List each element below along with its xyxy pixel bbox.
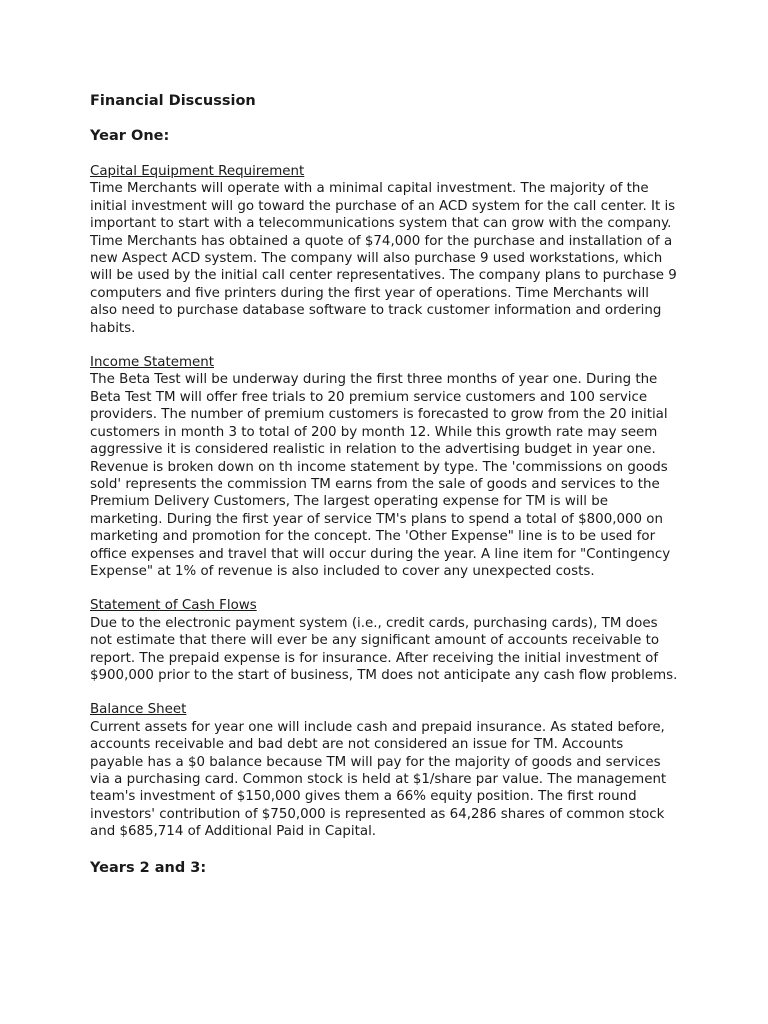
section-income-statement bbox=[90, 354, 680, 580]
section-heading: Balance Sheet bbox=[90, 702, 187, 718]
section-balance-sheet bbox=[90, 701, 680, 840]
section-heading: Statement of Cash Flows bbox=[90, 598, 257, 614]
section-body: Time Merchants will operate with a minimal capital investment. The majority of the initial investment will go toward the purchase of an ACD system for the call center. It is important to start with a telecommunications system that can grow with the company. Time Merchants has obtained a quote of $74,000 for the purchase and installation of a new Aspect ACD system. The company will also purchase 9 used workstations, which will be used by the initial call center representatives. The company plans to purchase 9 computers and five printers during the first year of operations. Time Merchants will also need to purchase database software to track customer information and ordering habits. bbox=[90, 181, 677, 336]
section-body: Due to the electronic payment system (i.e., credit cards, purchasing cards), TM does not estimate that there will ever be any significant amount of accounts receivable to report. The prepaid expense is for insurance. After receiving the initial investment of $900,000 prior to the start of business, TM does not anticipate any cash flow problems. bbox=[90, 615, 678, 683]
section-capital-equipment bbox=[90, 163, 680, 337]
section-cash-flows bbox=[90, 597, 680, 684]
section-body: The Beta Test will be underway during the first three months of year one. During the Beta Test TM will offer free trials to 20 premium service customers and 100 service providers. The number of premium customers is forecasted to grow from the 20 initial customers in month 3 to total of 200 by month 12. While this growth rate may seem aggressive it is considered realistic in relation to the advertising budget in year one. Revenue is broken down on th income statement by type. The 'commissions on goods sold' represents the commission TM earns from the sale of goods and services to the Premium Delivery Customers, The largest operating expense for TM is will be marketing. During the first year of service TM's plans to spend a total of $800,000 on marketing and promotion for the concept. The 'Other Expense" line is to be used for office expenses and travel that will occur during the year. A line item for "Contingency Expense" at 1% of revenue is also included to cover any unexpected costs. bbox=[90, 372, 671, 579]
section-heading: Capital Equipment Requirement bbox=[90, 164, 305, 179]
document-title: Financial Discussion bbox=[90, 93, 256, 109]
years-2-3-heading: Years 2 and 3: bbox=[90, 859, 207, 876]
year-one-heading: Year One: bbox=[90, 128, 170, 144]
section-heading: Income Statement bbox=[90, 355, 214, 371]
section-body: Current assets for year one will include cash and prepaid insurance. As stated before, accounts receivable and bad debt are not considered an issue for TM. Accounts payable has a $0 balance because TM will pay for the majority of goods and services via a purchasing card. Common stock is held at $1/share par value. The management team's investment of $150,000 gives them a 66% equity position. The first round investors' contribution of $750,000 is represented as 64,286 shares of common stock and $685,714 of Additional Paid in Capital. bbox=[90, 719, 667, 840]
document-page bbox=[90, 91, 680, 895]
